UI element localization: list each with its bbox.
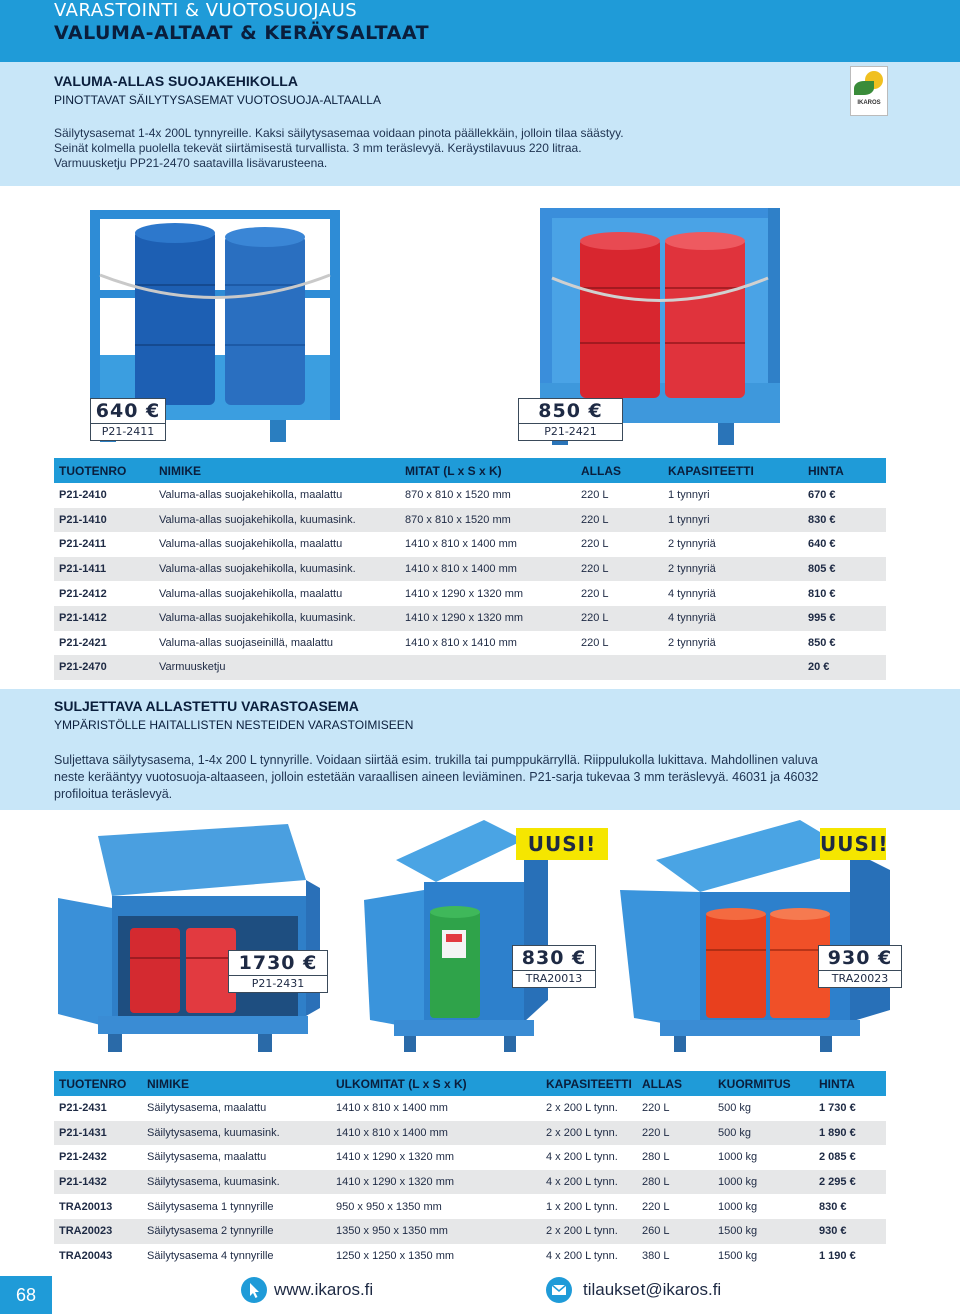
price-cell: 20 € (803, 655, 886, 680)
price-value: 850 € (538, 400, 603, 422)
column-header: MITAT (L x S x K) (400, 458, 576, 483)
column-header: HINTA (803, 458, 886, 483)
product-code-cell: TRA20013 (59, 1200, 113, 1213)
price-tag (90, 398, 166, 441)
product-code: TRA20023 (819, 970, 901, 987)
price-cell: 850 € (808, 636, 836, 649)
product-code: P21-2411 (91, 423, 165, 440)
basin-cell: 280 L (637, 1170, 713, 1195)
table-header-row (54, 458, 886, 483)
product-code-cell: P21-2431 (59, 1102, 107, 1115)
load-cell: 1500 kg (718, 1249, 758, 1262)
product-code-cell: P21-2412 (59, 587, 107, 600)
capacity-cell: 4 x 200 L tynn. (546, 1151, 618, 1164)
dimensions-cell: 950 x 950 x 1350 mm (336, 1200, 442, 1213)
table-row (54, 1096, 886, 1121)
basin-cell: 220 L (581, 538, 609, 551)
product-code-cell: P21-1412 (54, 606, 154, 631)
section1-description (54, 126, 624, 171)
section1-subtitle: PINOTTAVAT SÄILYTYSASEMAT VUOTOSUOJA-ALTAALLA (54, 93, 381, 107)
page-header (0, 0, 960, 62)
name-cell: Säilytysasema 1 tynnyrille (147, 1200, 274, 1213)
basin-cell: 260 L (637, 1219, 713, 1244)
dimensions-cell: 1410 x 1290 x 1320 mm (405, 587, 524, 600)
name-cell: Säilytysasema 4 tynnyrille (147, 1249, 274, 1262)
product-table-2 (54, 1071, 886, 1268)
capacity-cell: 4 x 200 L tynn. (541, 1170, 637, 1195)
column-header: ULKOMITAT (L x S x K) (331, 1071, 541, 1096)
load-cell: 1000 kg (713, 1170, 814, 1195)
price-cell: 1 190 € (819, 1249, 856, 1262)
table-row (54, 532, 886, 557)
dimensions-cell: 1410 x 810 x 1410 mm (405, 636, 517, 649)
dimensions-cell: 1250 x 1250 x 1350 mm (336, 1249, 455, 1262)
mouse-cursor-icon (241, 1277, 267, 1303)
table-row (54, 483, 886, 508)
price-cell: 930 € (814, 1219, 886, 1244)
product-code-cell: P21-1410 (54, 508, 154, 533)
column-header: KUORMITUS (713, 1071, 814, 1096)
price-cell: 670 € (808, 489, 836, 502)
dimensions-cell: 1410 x 810 x 1400 mm (400, 557, 576, 582)
product-code: P21-2431 (229, 975, 327, 992)
name-cell: Valuma-allas suojaseinillä, maalattu (159, 636, 334, 649)
basin-cell: 220 L (581, 636, 609, 649)
capacity-cell: 2 tynnyriä (668, 538, 716, 551)
price-tag (228, 950, 328, 993)
column-header: HINTA (814, 1071, 886, 1096)
price-cell: 830 € (819, 1200, 847, 1213)
dimensions-cell: 1410 x 810 x 1400 mm (331, 1121, 541, 1146)
section2-description (54, 752, 894, 803)
capacity-cell: 4 tynnyriä (668, 587, 716, 600)
product-code-cell: P21-2470 (54, 655, 154, 680)
basin-cell: 380 L (642, 1249, 670, 1262)
description-line: profiloitua teräslevyä. (54, 787, 173, 801)
basin-cell: 220 L (642, 1200, 670, 1213)
name-cell: Säilytysasema, kuumasink. (142, 1170, 331, 1195)
product-code-cell: P21-1432 (54, 1170, 142, 1195)
description-line: Säilytysasemat 1-4x 200L tynnyreille. Kaksi säilytysasemaa voidaan pinota päällekkäin, jolloin tilaa säästyy. (54, 126, 624, 140)
name-cell: Varmuusketju (154, 655, 400, 680)
product-table-1 (54, 458, 886, 680)
basin-cell: 220 L (576, 606, 663, 631)
column-header: KAPASITEETTI (663, 458, 803, 483)
product-code-cell: TRA20043 (59, 1249, 113, 1262)
table-row (54, 1244, 886, 1269)
price-cell: 2 085 € (819, 1151, 856, 1164)
section1-title: VALUMA-ALLAS SUOJAKEHIKOLLA (54, 73, 298, 89)
name-cell: Säilytysasema, maalattu (147, 1102, 267, 1115)
product-code: TRA20013 (513, 970, 595, 987)
table-row (54, 1219, 886, 1244)
dimensions-cell (400, 655, 576, 680)
description-line: Varmuusketju PP21-2470 saatavilla lisävarusteena. (54, 156, 328, 170)
price-cell: 995 € (803, 606, 886, 631)
table-row (54, 1145, 886, 1170)
price-cell: 830 € (803, 508, 886, 533)
table-row (54, 655, 886, 680)
product-code-cell: P21-2411 (59, 538, 107, 551)
basin-cell: 220 L (576, 508, 663, 533)
column-header: NIMIKE (142, 1071, 331, 1096)
price-value: 640 € (95, 400, 161, 422)
capacity-cell: 2 tynnyriä (668, 636, 716, 649)
mail-icon (546, 1277, 572, 1303)
table-row (54, 508, 886, 533)
email-link[interactable]: tilaukset@ikaros.fi (583, 1280, 722, 1299)
capacity-cell: 2 x 200 L tynn. (541, 1121, 637, 1146)
dimensions-cell: 1350 x 950 x 1350 mm (331, 1219, 541, 1244)
dimensions-cell: 870 x 810 x 1520 mm (400, 508, 576, 533)
table-row (54, 1194, 886, 1219)
name-cell: Valuma-allas suojakehikolla, kuumasink. (154, 606, 400, 631)
product-code-cell: P21-2432 (59, 1151, 107, 1164)
section2-subtitle: YMPÄRISTÖLLE HAITALLISTEN NESTEIDEN VARASTOIMISEEN (54, 718, 414, 732)
table-row (54, 1170, 886, 1195)
new-badge: UUSI! (820, 828, 886, 860)
capacity-cell: 2 tynnyriä (663, 557, 803, 582)
column-header: ALLAS (576, 458, 663, 483)
new-badge: UUSI! (516, 828, 608, 860)
description-line: Suljettava säilytysasema, 1-4x 200 L tynnyrille. Voidaan siirtää esim. trukilla tai pumppukärryllä. Riippulukolla lukittava. Mahdollinen valuva (54, 753, 818, 767)
name-cell: Valuma-allas suojakehikolla, maalattu (159, 587, 343, 600)
basin-cell: 220 L (637, 1121, 713, 1146)
category-title: VARASTOINTI & VUOTOSUOJAUS (54, 0, 358, 21)
name-cell: Valuma-allas suojakehikolla, maalattu (159, 489, 343, 502)
capacity-cell: 4 x 200 L tynn. (546, 1249, 618, 1262)
table-row (54, 581, 886, 606)
load-cell: 1000 kg (718, 1200, 758, 1213)
capacity-cell: 2 x 200 L tynn. (546, 1102, 618, 1115)
product-photo-cabinet-red (58, 818, 320, 1058)
table-row (54, 1121, 886, 1146)
name-cell: Säilytysasema, maalattu (147, 1151, 267, 1164)
dimensions-cell: 1410 x 1290 x 1320 mm (400, 606, 576, 631)
product-code-cell: P21-1411 (54, 557, 154, 582)
load-cell: 1000 kg (718, 1151, 758, 1164)
product-code-cell: P21-2421 (59, 636, 107, 649)
logo-text: IKAROS (857, 100, 881, 106)
load-cell: 1500 kg (713, 1219, 814, 1244)
product-code-cell: P21-2410 (59, 489, 107, 502)
basin-cell: 220 L (576, 557, 663, 582)
price-value: 830 € (521, 947, 587, 969)
price-value: 930 € (827, 947, 893, 969)
capacity-cell: 1 tynnyri (663, 508, 803, 533)
section2-title: SULJETTAVA ALLASTETTU VARASTOASEMA (54, 698, 359, 714)
product-code-cell: TRA20023 (54, 1219, 142, 1244)
basin-cell: 220 L (581, 489, 609, 502)
capacity-cell: 1 tynnyri (668, 489, 710, 502)
dimensions-cell: 1410 x 810 x 1400 mm (405, 538, 517, 551)
product-code: P21-2421 (519, 423, 622, 440)
table-row (54, 557, 886, 582)
table-header-row (54, 1071, 886, 1096)
column-header: KAPASITEETTI (541, 1071, 637, 1096)
capacity-cell: 2 x 200 L tynn. (541, 1219, 637, 1244)
description-line: neste kerääntyy vuotosuoja-altaaseen, jolloin estetään varaallisen aineen leviäminen. P21-sarja tukevaa 3 mm teräslevyä. 46031 ja 46032 (54, 770, 819, 784)
table-row (54, 606, 886, 631)
dimensions-cell: 1410 x 1290 x 1320 mm (336, 1151, 455, 1164)
price-cell: 810 € (808, 587, 836, 600)
name-cell: Valuma-allas suojakehikolla, kuumasink. (154, 557, 400, 582)
load-cell: 500 kg (718, 1102, 752, 1115)
dimensions-cell: 1410 x 810 x 1400 mm (336, 1102, 448, 1115)
name-cell: Valuma-allas suojakehikolla, maalattu (159, 538, 343, 551)
capacity-cell: 4 tynnyriä (663, 606, 803, 631)
product-code-cell: P21-1431 (54, 1121, 142, 1146)
price-tag (512, 945, 596, 988)
column-header: TUOTENRO (54, 1071, 142, 1096)
price-cell: 1 890 € (814, 1121, 886, 1146)
column-header: NIMIKE (154, 458, 400, 483)
load-cell: 500 kg (713, 1121, 814, 1146)
price-tag (818, 945, 902, 988)
website-link[interactable]: www.ikaros.fi (274, 1280, 374, 1299)
brand-logo (850, 66, 888, 116)
name-cell: Säilytysasema 2 tynnyrille (142, 1219, 331, 1244)
description-line: Seinät kolmella puolella tekevät siirtämisestä turvallista. 3 mm teräslevyä. Keräystilavuus 220 litraa. (54, 141, 582, 155)
price-cell: 805 € (803, 557, 886, 582)
price-tag (518, 398, 623, 441)
dimensions-cell: 870 x 810 x 1520 mm (405, 489, 511, 502)
leaf-icon (854, 81, 874, 95)
price-value: 1730 € (238, 952, 318, 974)
price-cell: 640 € (808, 538, 836, 551)
capacity-cell: 1 x 200 L tynn. (546, 1200, 618, 1213)
basin-cell: 280 L (642, 1151, 670, 1164)
dimensions-cell: 1410 x 1290 x 1320 mm (331, 1170, 541, 1195)
capacity-cell (663, 655, 803, 680)
page-number: 68 (0, 1276, 52, 1314)
column-header: TUOTENRO (54, 458, 154, 483)
name-cell: Valuma-allas suojakehikolla, kuumasink. (154, 508, 400, 533)
basin-cell: 220 L (642, 1102, 670, 1115)
basin-cell: 220 L (581, 587, 609, 600)
basin-cell (576, 655, 663, 680)
page-title: VALUMA-ALTAAT & KERÄYSALTAAT (54, 22, 430, 44)
name-cell: Säilytysasema, kuumasink. (142, 1121, 331, 1146)
table-row (54, 631, 886, 656)
price-cell: 2 295 € (814, 1170, 886, 1195)
column-header: ALLAS (637, 1071, 713, 1096)
price-cell: 1 730 € (819, 1102, 856, 1115)
